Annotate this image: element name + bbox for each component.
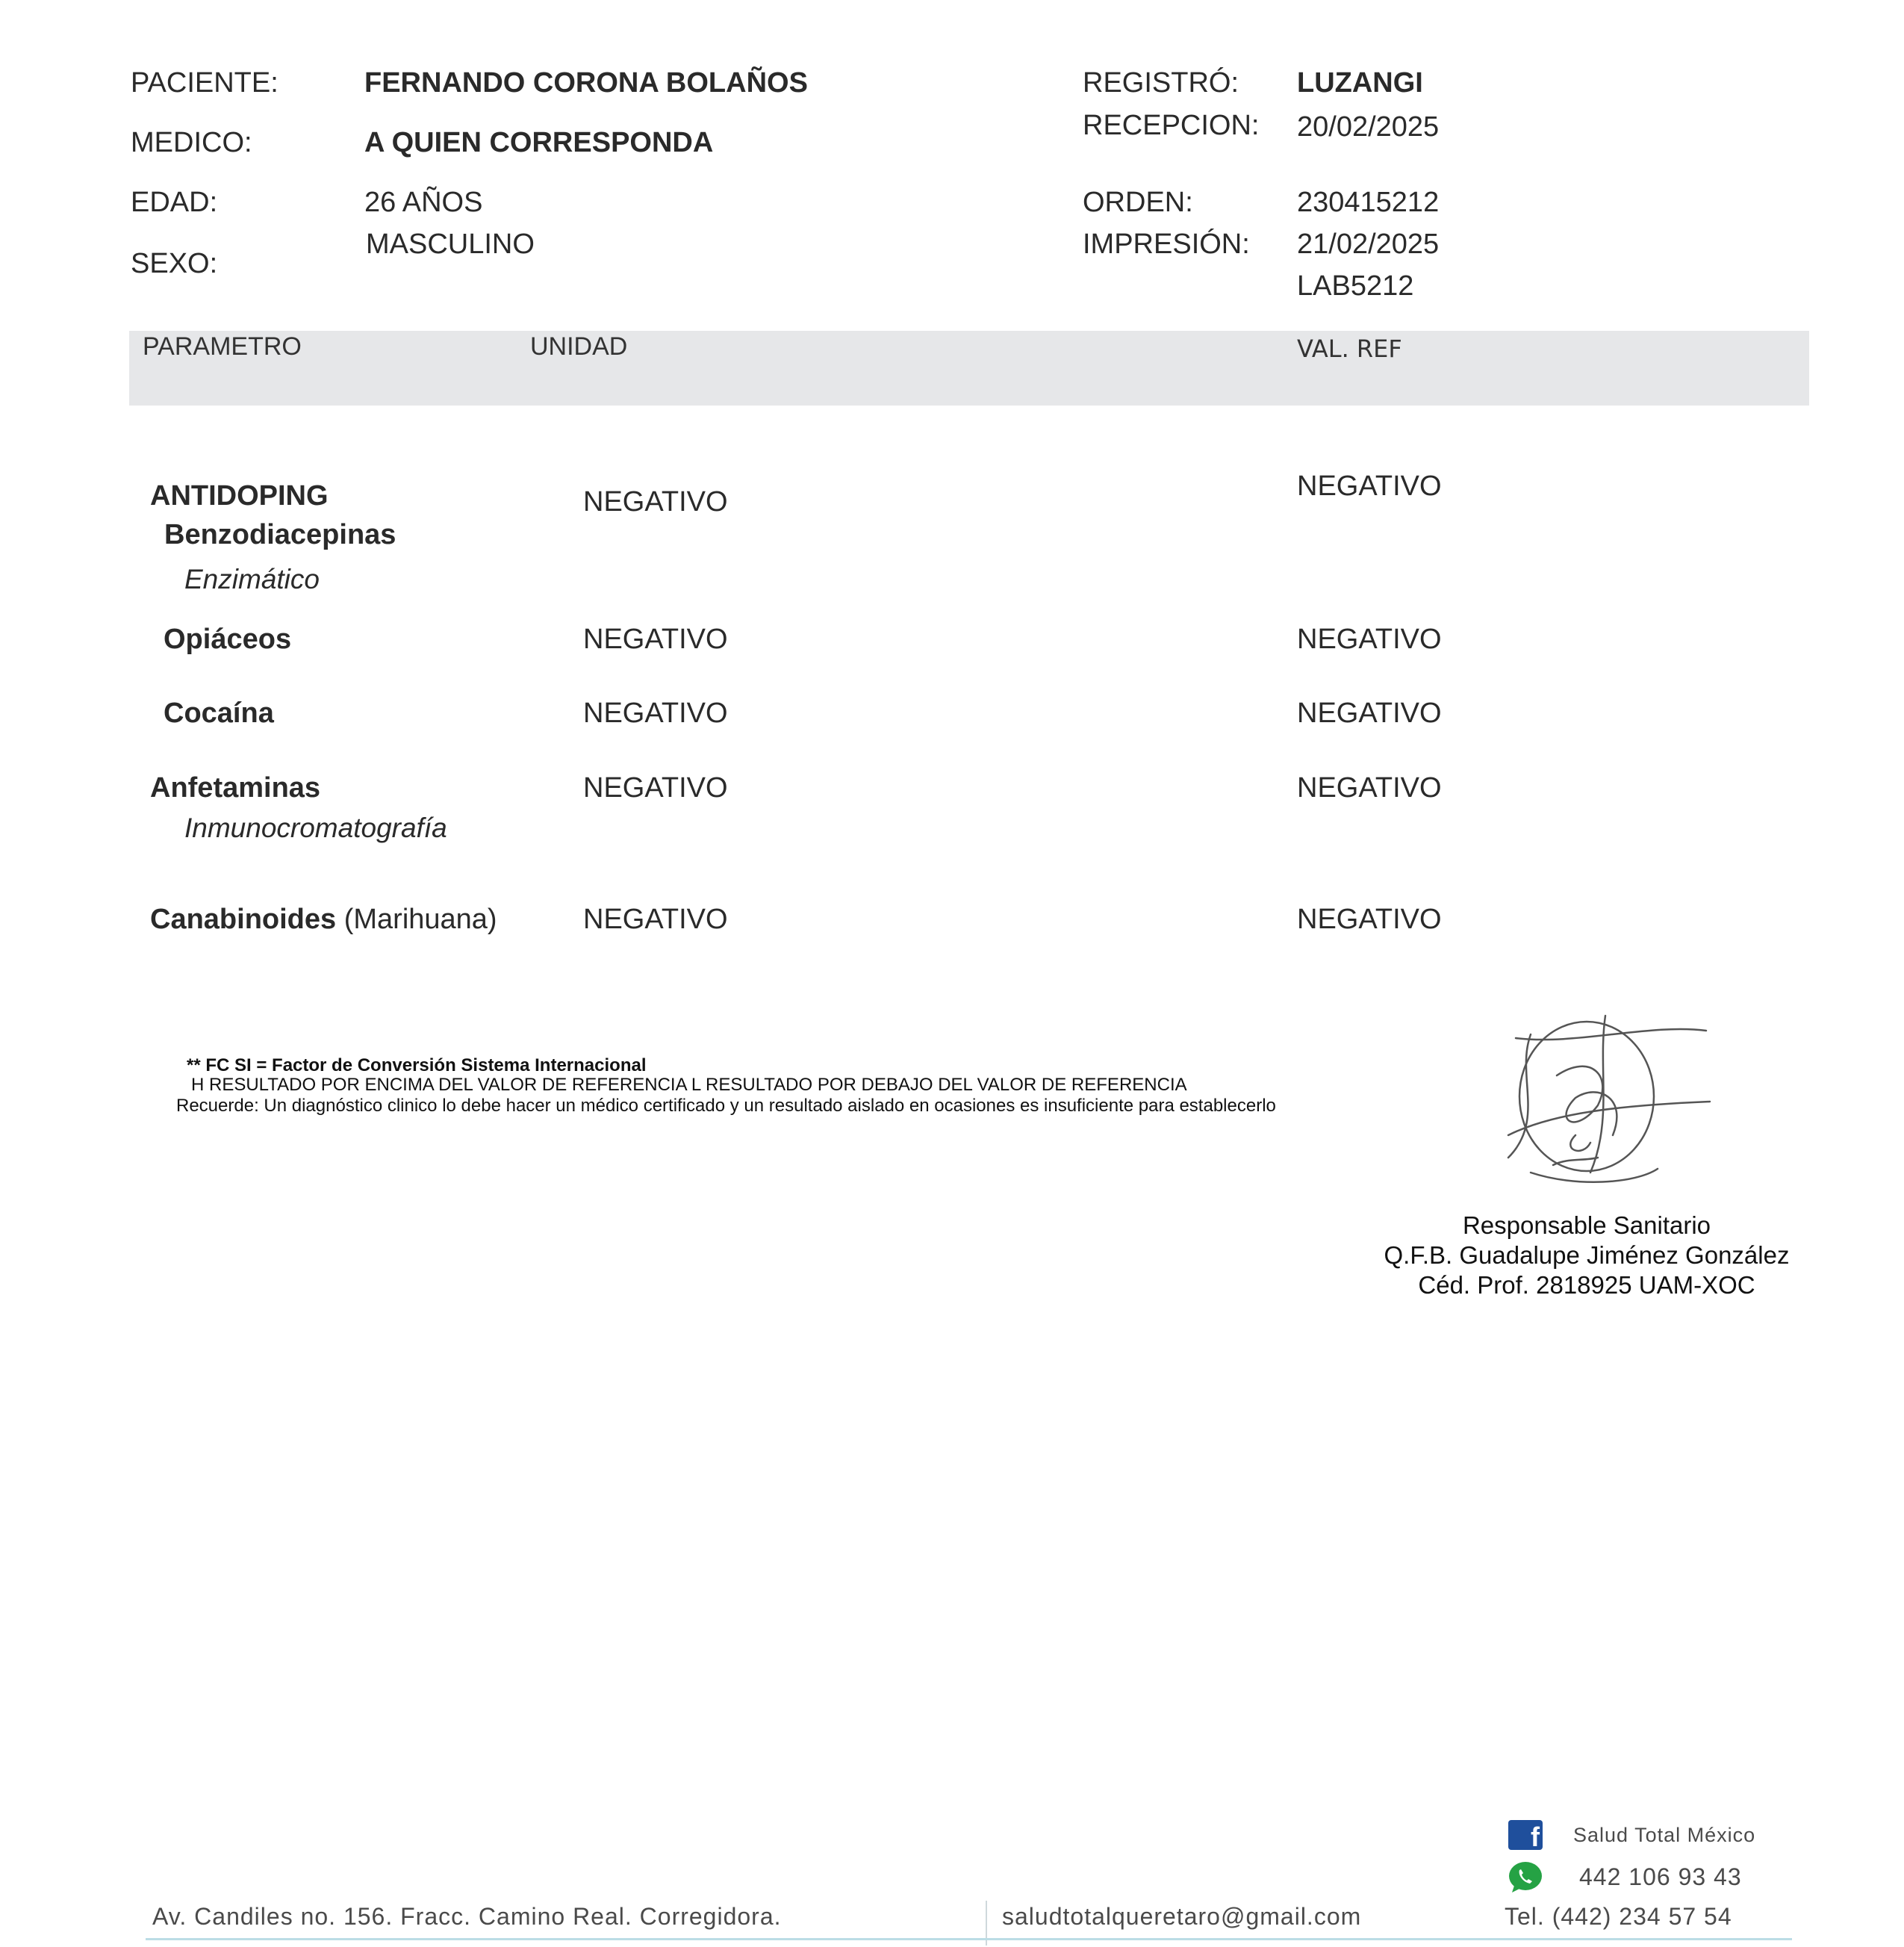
- note-h-l: H RESULTADO POR ENCIMA DEL VALOR DE REFERENCIA L RESULTADO POR DEBAJO DEL VALOR DE REFERENCIA: [191, 1075, 1187, 1095]
- registro-value: LUZANGI: [1297, 67, 1423, 99]
- facebook-icon: f: [1508, 1820, 1543, 1850]
- registro-label: REGISTRÓ:: [1083, 67, 1239, 99]
- result-value: NEGATIVO: [583, 486, 728, 518]
- footer-phone: Tel. (442) 234 57 54: [1505, 1903, 1732, 1930]
- medico-label: MEDICO:: [131, 127, 252, 158]
- column-unidad: UNIDAD: [530, 332, 628, 361]
- signature-license: Céd. Prof. 2818925 UAM-XOC: [1418, 1271, 1755, 1299]
- section-title: ANTIDOPING: [150, 480, 329, 512]
- footer-facebook: Salud Total México: [1573, 1824, 1756, 1846]
- orden-label: ORDEN:: [1083, 187, 1193, 218]
- column-val-ref: VAL. REF: [1297, 335, 1402, 363]
- medico-value: A QUIEN CORRESPONDA: [364, 127, 714, 158]
- footer-address: Av. Candiles no. 156. Fracc. Camino Real. Corregidora.: [152, 1903, 782, 1930]
- sexo-label: SEXO:: [131, 248, 218, 279]
- footer-rule: [146, 1938, 1792, 1940]
- paciente-value: FERNANDO CORONA BOLAÑOS: [364, 67, 808, 99]
- column-parametro: PARAMETRO: [143, 332, 302, 361]
- param-name: Benzodiacepinas: [164, 519, 396, 550]
- signature-name: Q.F.B. Guadalupe Jiménez González: [1384, 1241, 1790, 1269]
- param-name-suffix: (Marihuana): [343, 904, 497, 935]
- paciente-label: PACIENTE:: [131, 67, 279, 99]
- note-fc-si: ** FC SI = Factor de Conversión Sistema Internacional: [187, 1055, 647, 1075]
- footer-email: saludtotalqueretaro@gmail.com: [1002, 1903, 1362, 1930]
- whatsapp-icon: [1506, 1860, 1545, 1894]
- lab-code: LAB5212: [1297, 270, 1414, 302]
- recepcion-value: 20/02/2025: [1297, 111, 1440, 143]
- recepcion-label: RECEPCION:: [1083, 110, 1260, 141]
- ref-value: NEGATIVO: [1297, 904, 1442, 935]
- param-name: [150, 904, 497, 936]
- param-name-main: Canabinoides: [150, 904, 337, 935]
- signature-title: Responsable Sanitario: [1462, 1211, 1711, 1239]
- note-recuerde: Recuerde: Un diagnóstico clinico lo debe hacer un médico certificado y un resultado aislado en ocasiones es insuficiente para establecerlo: [176, 1096, 1276, 1116]
- result-value: NEGATIVO: [583, 698, 728, 729]
- signature-image: [1486, 1008, 1725, 1195]
- param-name: Cocaína: [164, 698, 274, 729]
- result-value: NEGATIVO: [583, 624, 728, 655]
- method-label: Enzimático: [184, 564, 320, 594]
- ref-value: NEGATIVO: [1297, 624, 1442, 655]
- result-value: NEGATIVO: [583, 904, 728, 935]
- result-value: NEGATIVO: [583, 772, 728, 804]
- impresion-value: 21/02/2025: [1297, 229, 1440, 260]
- orden-value: 230415212: [1297, 187, 1440, 218]
- edad-value: 26 AÑOS: [364, 187, 483, 218]
- ref-value: NEGATIVO: [1297, 772, 1442, 804]
- method-label: Inmunocromatografía: [184, 813, 447, 843]
- impresion-label: IMPRESIÓN:: [1083, 229, 1250, 260]
- ref-value: NEGATIVO: [1297, 698, 1442, 729]
- param-name: Opiáceos: [164, 624, 292, 655]
- param-name: Anfetaminas: [150, 772, 321, 804]
- edad-label: EDAD:: [131, 187, 218, 218]
- sexo-value: MASCULINO: [366, 229, 535, 260]
- footer-whatsapp: 442 106 93 43: [1579, 1863, 1742, 1890]
- ref-value: NEGATIVO: [1297, 471, 1442, 502]
- table-header-band: [129, 331, 1809, 406]
